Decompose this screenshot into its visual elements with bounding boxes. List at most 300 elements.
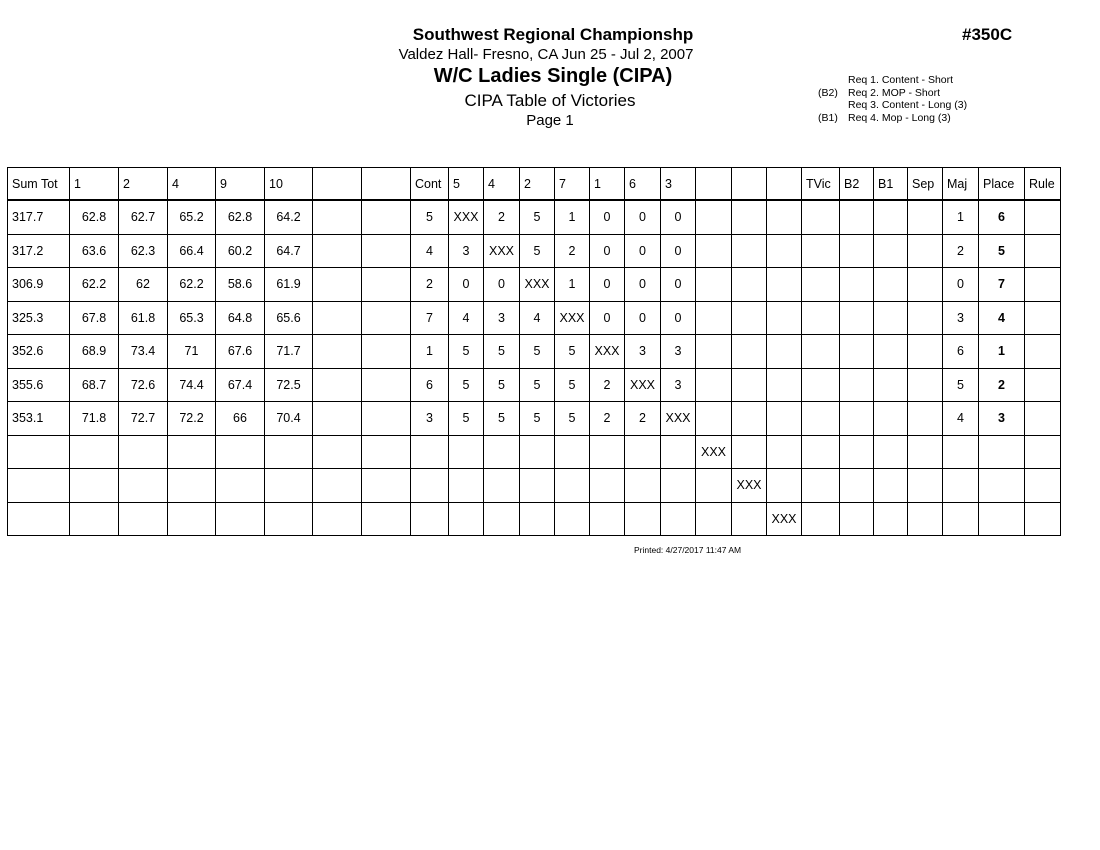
table-cell: 71.8	[70, 402, 119, 436]
table-cell: XXX	[449, 200, 484, 234]
table-cell: 60.2	[216, 234, 265, 268]
table-cell: 65.2	[168, 200, 216, 234]
table-cell	[8, 435, 70, 469]
table-cell: 4	[411, 234, 449, 268]
table-cell: 62.2	[70, 268, 119, 302]
column-header: 4	[484, 168, 520, 201]
table-cell	[840, 200, 874, 234]
table-cell: 72.5	[265, 368, 313, 402]
table-cell	[696, 469, 732, 503]
table-cell	[168, 469, 216, 503]
table-cell: 73.4	[119, 335, 168, 369]
table-cell: 5	[979, 234, 1025, 268]
table-cell	[874, 335, 908, 369]
table-cell	[168, 435, 216, 469]
table-cell	[313, 469, 362, 503]
table-cell: 72.6	[119, 368, 168, 402]
table-cell	[767, 469, 802, 503]
column-header: TVic	[802, 168, 840, 201]
table-cell: 1	[943, 200, 979, 234]
legend-text: Req 4. Mop - Long (3)	[848, 111, 951, 124]
table-cell	[696, 368, 732, 402]
table-cell: 0	[661, 200, 696, 234]
column-header: 6	[625, 168, 661, 201]
table-cell	[908, 200, 943, 234]
table-cell: XXX	[484, 234, 520, 268]
table-cell: 67.6	[216, 335, 265, 369]
table-cell	[802, 234, 840, 268]
table-cell	[362, 435, 411, 469]
table-cell: 5	[520, 234, 555, 268]
table-cell	[802, 469, 840, 503]
table-cell	[1025, 402, 1061, 436]
table-cell: 61.9	[265, 268, 313, 302]
table-cell: 68.7	[70, 368, 119, 402]
table-cell: 5	[520, 368, 555, 402]
page-number: Page 1	[526, 112, 574, 129]
table-cell: 68.9	[70, 335, 119, 369]
column-header: 4	[168, 168, 216, 201]
event-code: #350C	[962, 25, 1013, 44]
legend-text: Req 3. Content - Long (3)	[848, 99, 968, 111]
table-cell: 3	[661, 335, 696, 369]
column-header	[767, 168, 802, 201]
table-cell	[874, 200, 908, 234]
table-cell: 0	[625, 268, 661, 302]
table-cell: 62	[119, 268, 168, 302]
legend-text: Req 2. MOP - Short	[848, 86, 941, 99]
table-cell: 5	[520, 200, 555, 234]
column-header: 9	[216, 168, 265, 201]
table-cell	[590, 469, 625, 503]
table-cell	[767, 301, 802, 335]
table-cell: 65.3	[168, 301, 216, 335]
column-header: B1	[874, 168, 908, 201]
table-cell	[265, 502, 313, 536]
table-cell: 3	[979, 402, 1025, 436]
table-cell	[732, 268, 767, 302]
table-cell: 306.9	[8, 268, 70, 302]
table-row	[8, 402, 1061, 436]
venue-line: Valdez Hall- Fresno, CA Jun 25 - Jul 2, 2007	[398, 46, 694, 63]
table-cell	[732, 435, 767, 469]
table-cell	[840, 234, 874, 268]
table-cell: 0	[590, 200, 625, 234]
table-cell: 74.4	[168, 368, 216, 402]
table-cell	[484, 502, 520, 536]
column-header: 2	[119, 168, 168, 201]
table-cell: 64.7	[265, 234, 313, 268]
table-cell: 5	[555, 335, 590, 369]
table-cell	[1025, 234, 1061, 268]
table-cell	[840, 435, 874, 469]
column-header: B2	[840, 168, 874, 201]
column-header: 7	[555, 168, 590, 201]
table-cell	[802, 200, 840, 234]
table-cell	[732, 301, 767, 335]
table-cell	[840, 268, 874, 302]
table-cell	[362, 301, 411, 335]
table-cell	[362, 368, 411, 402]
table-cell	[70, 435, 119, 469]
table-cell: 2	[411, 268, 449, 302]
table-cell: 5	[484, 335, 520, 369]
table-cell: 0	[661, 268, 696, 302]
table-cell: 62.2	[168, 268, 216, 302]
table-cell: 0	[590, 268, 625, 302]
table-cell: 62.7	[119, 200, 168, 234]
table-cell	[767, 368, 802, 402]
table-cell	[313, 268, 362, 302]
table-cell: 62.8	[70, 200, 119, 234]
table-cell	[119, 502, 168, 536]
table-cell: 62.3	[119, 234, 168, 268]
table-cell	[661, 435, 696, 469]
table-cell: 72.2	[168, 402, 216, 436]
table-cell: XXX	[555, 301, 590, 335]
table-cell	[362, 234, 411, 268]
legend-tag: (B1)	[818, 111, 838, 124]
table-cell: 63.6	[70, 234, 119, 268]
table-cell	[840, 368, 874, 402]
table-cell: XXX	[696, 435, 732, 469]
table-cell	[411, 502, 449, 536]
table-cell	[908, 234, 943, 268]
table-cell: 72.7	[119, 402, 168, 436]
table-cell: 5	[520, 335, 555, 369]
table-cell	[908, 435, 943, 469]
table-cell	[313, 435, 362, 469]
table-cell: XXX	[661, 402, 696, 436]
table-cell: 317.2	[8, 234, 70, 268]
legend-row	[818, 74, 967, 87]
table-cell	[840, 335, 874, 369]
table-cell: 5	[449, 335, 484, 369]
table-cell: XXX	[767, 502, 802, 536]
table-cell: 0	[484, 268, 520, 302]
table-cell	[802, 301, 840, 335]
column-header: 1	[590, 168, 625, 201]
table-cell: 0	[625, 200, 661, 234]
table-cell: 66	[216, 402, 265, 436]
table-cell	[313, 402, 362, 436]
table-cell: 5	[484, 402, 520, 436]
table-cell: 6	[979, 200, 1025, 234]
table-cell: 7	[979, 268, 1025, 302]
table-cell: 2	[943, 234, 979, 268]
table-cell	[802, 502, 840, 536]
printed-timestamp: Printed: 4/27/2017 11:47 AM	[634, 545, 742, 555]
table-cell	[802, 435, 840, 469]
table-cell	[313, 368, 362, 402]
table-cell	[216, 435, 265, 469]
table-cell	[696, 268, 732, 302]
table-cell: 2	[625, 402, 661, 436]
table-cell: 317.7	[8, 200, 70, 234]
table-cell	[732, 368, 767, 402]
table-cell	[625, 435, 661, 469]
table-cell: 0	[590, 234, 625, 268]
table-cell	[265, 435, 313, 469]
table-cell: 67.4	[216, 368, 265, 402]
table-cell	[767, 402, 802, 436]
table-cell: 3	[484, 301, 520, 335]
table-cell	[943, 502, 979, 536]
table-cell: 70.4	[265, 402, 313, 436]
table-cell: 2	[979, 368, 1025, 402]
table-cell: 4	[520, 301, 555, 335]
table-cell	[696, 402, 732, 436]
table-cell: 1	[979, 335, 1025, 369]
table-cell	[119, 435, 168, 469]
table-cell: 67.8	[70, 301, 119, 335]
table-cell	[874, 435, 908, 469]
table-cell: 65.6	[265, 301, 313, 335]
table-cell	[767, 335, 802, 369]
table-cell: 325.3	[8, 301, 70, 335]
table-cell	[520, 502, 555, 536]
table-cell	[908, 368, 943, 402]
report-title: Southwest Regional Championshp	[412, 25, 694, 44]
table-cell: 62.8	[216, 200, 265, 234]
table-cell	[590, 435, 625, 469]
table-cell	[732, 335, 767, 369]
column-header: 10	[265, 168, 313, 201]
table-cell: 0	[625, 301, 661, 335]
table-cell	[908, 469, 943, 503]
table-cell	[1025, 301, 1061, 335]
table-row	[8, 234, 1061, 268]
column-header	[732, 168, 767, 201]
legend-row	[818, 87, 967, 100]
table-cell	[908, 335, 943, 369]
table-cell: 64.2	[265, 200, 313, 234]
table-cell	[908, 502, 943, 536]
table-cell	[943, 435, 979, 469]
event-title: W/C Ladies Single (CIPA)	[433, 65, 673, 87]
table-row	[8, 469, 1061, 503]
table-header-row	[8, 168, 1061, 201]
table-cell	[1025, 502, 1061, 536]
report-subtitle: CIPA Table of Victories	[464, 91, 636, 110]
table-cell	[216, 502, 265, 536]
table-cell	[874, 502, 908, 536]
table-cell	[696, 502, 732, 536]
column-header	[362, 168, 411, 201]
table-cell	[874, 234, 908, 268]
table-cell	[767, 435, 802, 469]
table-cell	[520, 469, 555, 503]
table-cell	[449, 469, 484, 503]
table-cell	[840, 301, 874, 335]
table-cell: 5	[411, 200, 449, 234]
table-cell: 1	[555, 268, 590, 302]
table-cell	[732, 200, 767, 234]
table-cell	[661, 469, 696, 503]
table-cell: 0	[449, 268, 484, 302]
table-cell	[313, 335, 362, 369]
table-cell: 0	[661, 234, 696, 268]
table-cell	[8, 469, 70, 503]
table-of-victories	[7, 167, 1061, 536]
column-header: Maj	[943, 168, 979, 201]
table-cell	[313, 301, 362, 335]
table-cell	[484, 435, 520, 469]
table-cell	[411, 435, 449, 469]
table-row	[8, 301, 1061, 335]
table-cell: 3	[661, 368, 696, 402]
table-cell	[802, 368, 840, 402]
table-cell	[840, 469, 874, 503]
column-header: Place	[979, 168, 1025, 201]
table-cell	[484, 469, 520, 503]
table-cell	[696, 335, 732, 369]
column-header: Sum Tot	[8, 168, 70, 201]
table-cell	[874, 402, 908, 436]
table-cell: 355.6	[8, 368, 70, 402]
column-header: 2	[520, 168, 555, 201]
table-cell	[216, 469, 265, 503]
table-cell: 4	[943, 402, 979, 436]
table-cell	[520, 435, 555, 469]
column-header: 1	[70, 168, 119, 201]
table-cell	[767, 200, 802, 234]
table-cell	[732, 402, 767, 436]
table-cell: 7	[411, 301, 449, 335]
table-cell	[696, 200, 732, 234]
table-cell: XXX	[625, 368, 661, 402]
table-cell	[732, 234, 767, 268]
table-cell: XXX	[520, 268, 555, 302]
table-cell	[362, 469, 411, 503]
table-cell: 4	[979, 301, 1025, 335]
column-header: 3	[661, 168, 696, 201]
table-cell: 5	[449, 368, 484, 402]
table-cell	[1025, 335, 1061, 369]
table-cell	[874, 301, 908, 335]
table-cell: 353.1	[8, 402, 70, 436]
table-cell: 3	[411, 402, 449, 436]
table-cell: 0	[590, 301, 625, 335]
table-cell	[1025, 469, 1061, 503]
table-cell	[802, 335, 840, 369]
table-row	[8, 368, 1061, 402]
table-cell: 0	[943, 268, 979, 302]
table-cell	[979, 435, 1025, 469]
table-cell: 5	[555, 402, 590, 436]
table-cell: 64.8	[216, 301, 265, 335]
table-cell: 58.6	[216, 268, 265, 302]
table-cell	[908, 301, 943, 335]
table-row	[8, 435, 1061, 469]
table-cell: 6	[943, 335, 979, 369]
table-cell	[362, 502, 411, 536]
table-cell: XXX	[590, 335, 625, 369]
table-cell	[874, 368, 908, 402]
table-cell	[661, 502, 696, 536]
table-cell	[1025, 435, 1061, 469]
table-cell: 0	[661, 301, 696, 335]
table-cell	[767, 234, 802, 268]
table-cell: 5	[520, 402, 555, 436]
requirements-legend	[818, 74, 967, 124]
table-cell	[168, 502, 216, 536]
table-row	[8, 200, 1061, 234]
table-cell: 352.6	[8, 335, 70, 369]
table-cell	[732, 502, 767, 536]
table-cell	[449, 435, 484, 469]
table-cell: 5	[555, 368, 590, 402]
table-cell	[943, 469, 979, 503]
table-cell: 5	[943, 368, 979, 402]
table-cell	[696, 234, 732, 268]
table-cell: 3	[625, 335, 661, 369]
table-cell	[265, 469, 313, 503]
table-cell	[979, 469, 1025, 503]
table-cell: 0	[625, 234, 661, 268]
table-cell	[908, 402, 943, 436]
table-cell: 66.4	[168, 234, 216, 268]
legend-row	[818, 112, 967, 125]
table-cell: 71.7	[265, 335, 313, 369]
table-cell	[625, 502, 661, 536]
table-cell	[802, 402, 840, 436]
table-cell: 3	[449, 234, 484, 268]
table-cell: 4	[449, 301, 484, 335]
table-cell	[70, 502, 119, 536]
table-cell	[625, 469, 661, 503]
table-cell	[802, 268, 840, 302]
table-cell	[313, 200, 362, 234]
table-cell	[840, 502, 874, 536]
table-cell: 6	[411, 368, 449, 402]
table-cell: 5	[484, 368, 520, 402]
table-cell: 5	[449, 402, 484, 436]
column-header: Rule	[1025, 168, 1061, 201]
table-cell	[8, 502, 70, 536]
table-cell	[1025, 368, 1061, 402]
table-cell	[70, 469, 119, 503]
table-cell: 2	[484, 200, 520, 234]
table-cell	[362, 402, 411, 436]
legend-row	[818, 99, 967, 112]
table-cell	[979, 502, 1025, 536]
table-cell: 3	[943, 301, 979, 335]
table-cell	[555, 502, 590, 536]
column-header	[696, 168, 732, 201]
column-header: Sep	[908, 168, 943, 201]
table-cell	[767, 268, 802, 302]
table-cell	[555, 469, 590, 503]
table-cell	[313, 234, 362, 268]
table-cell	[411, 469, 449, 503]
table-cell	[362, 335, 411, 369]
table-cell: 1	[411, 335, 449, 369]
legend-text: Req 1. Content - Short	[848, 74, 954, 86]
table-cell	[313, 502, 362, 536]
table-cell	[874, 469, 908, 503]
table-row	[8, 335, 1061, 369]
table-cell	[1025, 200, 1061, 234]
table-row	[8, 502, 1061, 536]
table-cell	[840, 402, 874, 436]
table-cell	[362, 200, 411, 234]
table-cell: 2	[590, 368, 625, 402]
table-cell	[590, 502, 625, 536]
table-cell	[908, 268, 943, 302]
column-header	[313, 168, 362, 201]
table-cell	[449, 502, 484, 536]
